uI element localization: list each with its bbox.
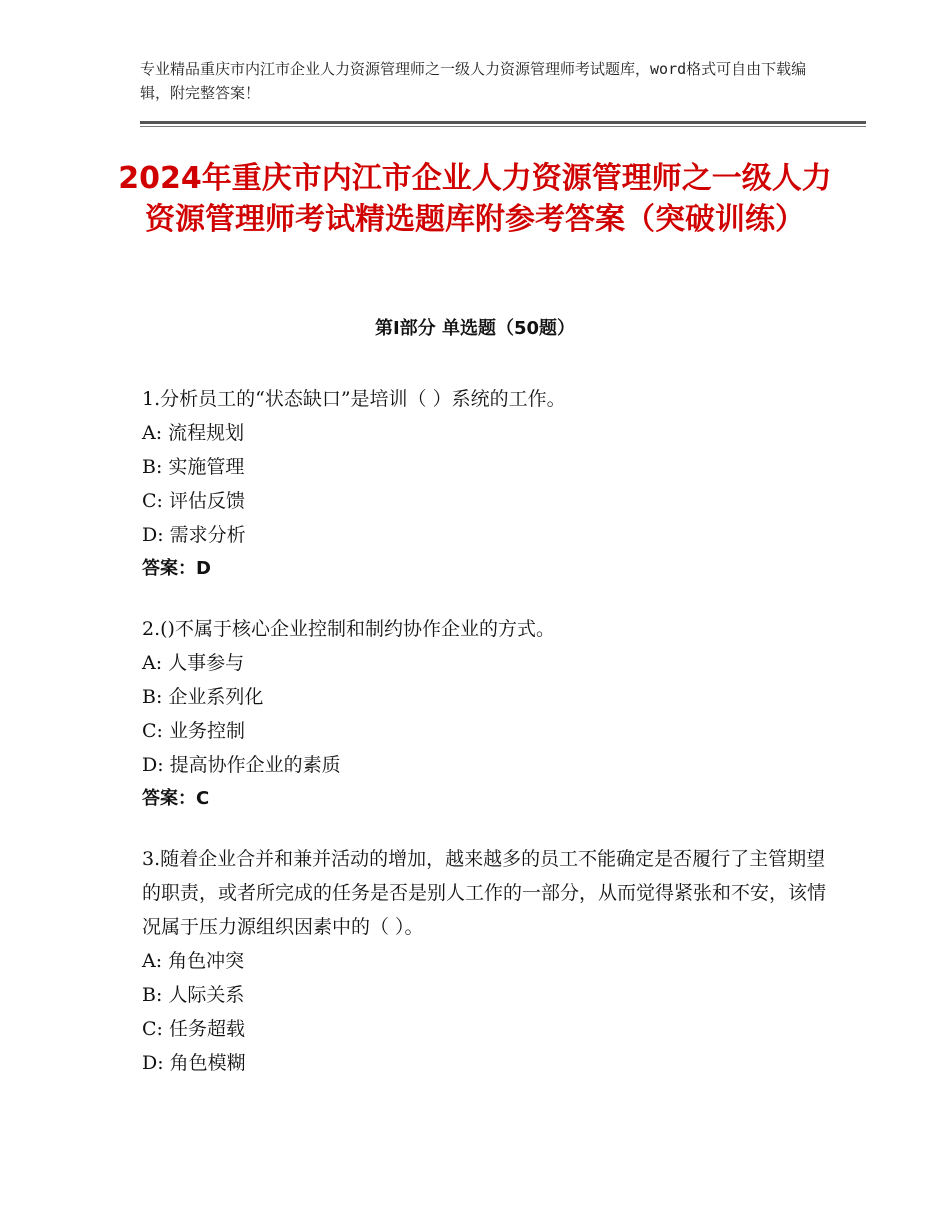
option-d: D: 提高协作企业的素质 <box>142 754 341 776</box>
option-d: D: 需求分析 <box>142 524 246 546</box>
option-b: B: 实施管理 <box>142 456 245 478</box>
question-item <box>142 842 842 1080</box>
answer-line: 答案：D <box>142 558 211 579</box>
option-b: B: 人际关系 <box>142 984 245 1006</box>
option-a: A: 角色冲突 <box>142 950 245 972</box>
section-heading: 第Ⅰ部分 单选题（50题） <box>374 318 575 339</box>
document-title: 2024年重庆市内江市企业人力资源管理师之一级人力资源管理师考试精选题库附参考答案（突破训练） <box>118 161 832 237</box>
option-b: B: 企业系列化 <box>142 686 264 708</box>
header-divider-thick <box>140 121 866 124</box>
header-divider-thin <box>140 126 866 127</box>
option-a: A: 流程规划 <box>142 422 245 444</box>
option-c: C: 评估反馈 <box>142 490 245 512</box>
option-d: D: 角色模糊 <box>142 1052 246 1074</box>
question-text: 1.分析员工的“状态缺口”是培训（ ）系统的工作。 <box>142 388 566 410</box>
question-text: 2.()不属于核心企业控制和制约协作企业的方式。 <box>142 618 555 640</box>
question-item <box>142 382 842 586</box>
answer-line: 答案：C <box>142 788 210 809</box>
option-c: C: 任务超载 <box>142 1018 245 1040</box>
header-note: 专业精品重庆市内江市企业人力资源管理师之一级人力资源管理师考试题库，word格式可自由下载编辑，附完整答案！ <box>140 60 807 102</box>
question-item <box>142 612 842 816</box>
question-text: 3.随着企业合并和兼并活动的增加，越来越多的员工不能确定是否履行了主管期望的职责，或者所完成的任务是否是别人工作的一部分，从而觉得紧张和不安，该情况属于压力源组织因素中的（ ）。 <box>142 848 827 938</box>
option-a: A: 人事参与 <box>142 652 245 674</box>
question-list <box>142 382 842 1106</box>
option-c: C: 业务控制 <box>142 720 245 742</box>
